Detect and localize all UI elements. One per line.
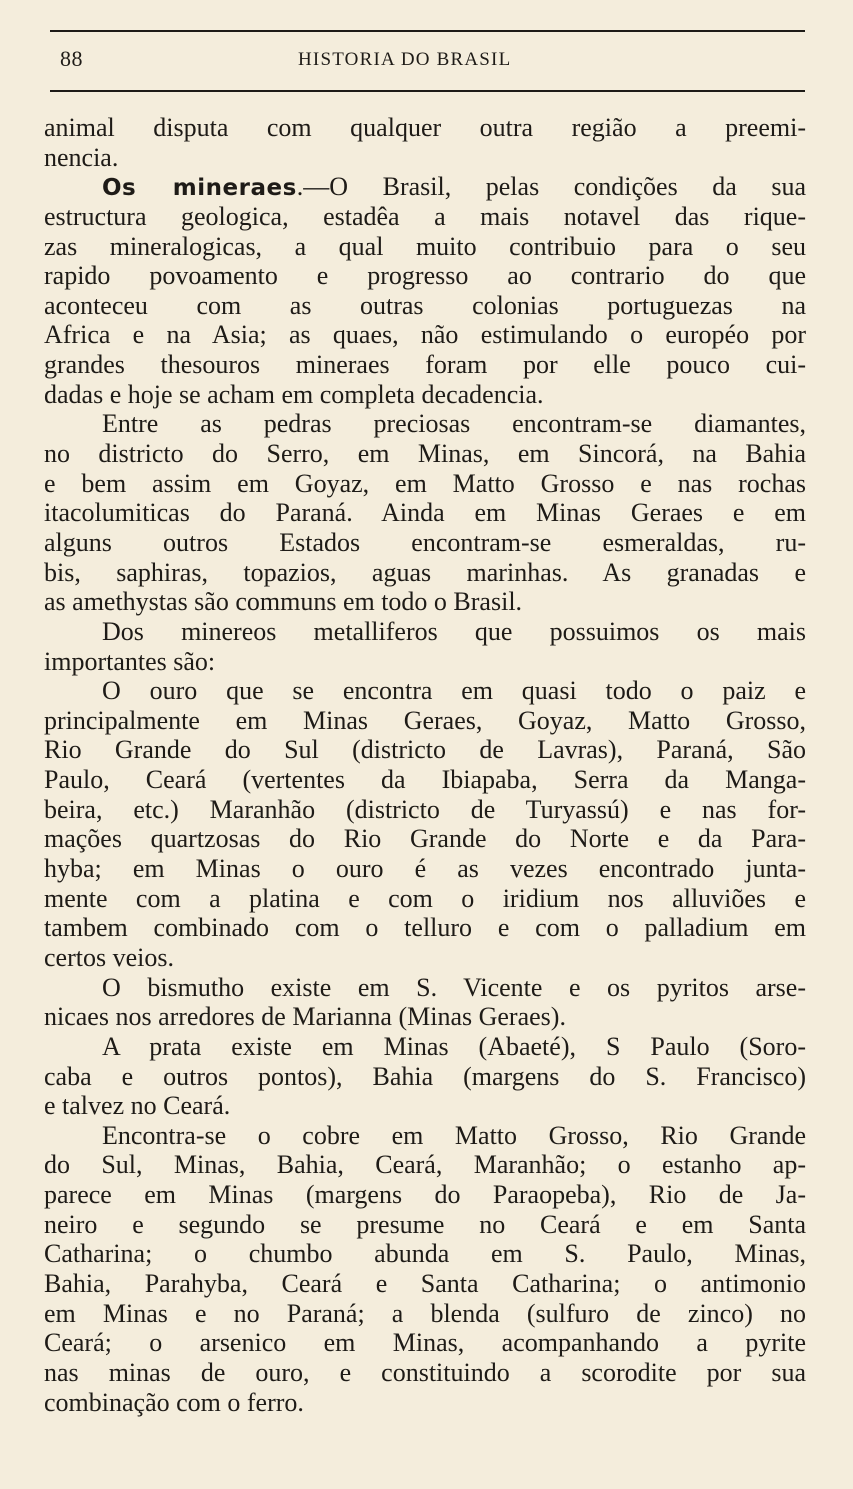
text-line: hyba; em Minas o ouro é as vezes encontrado junta- xyxy=(44,854,806,884)
text-line: neiro e segundo se presume no Ceará e em Santa xyxy=(44,1209,806,1239)
body-text xyxy=(44,113,806,1417)
text-line: mações quartzosas do Rio Grande do Norte e da Para- xyxy=(44,824,806,854)
page-header xyxy=(50,30,805,94)
text-line: nencia. xyxy=(44,142,119,172)
text-line: principalmente em Minas Geraes, Goyaz, Matto Grosso, xyxy=(44,705,806,735)
running-title: HISTORIA DO BRASIL xyxy=(298,49,512,70)
text-line: Rio Grande do Sul (districto de Lavras), Paraná, São xyxy=(44,735,806,765)
text-line: certos veios. xyxy=(44,942,174,972)
text-line: Encontra-se o cobre em Matto Grosso, Rio Grande xyxy=(102,1120,806,1150)
text-line: rapido povoamento e progresso ao contrario do que xyxy=(44,261,806,291)
text-line: parece em Minas (margens do Paraopeba), Rio de Ja- xyxy=(44,1180,806,1210)
text-line: Paulo, Ceará (vertentes da Ibiapaba, Serra da Manga- xyxy=(44,765,806,795)
text-line: nicaes nos arredores de Marianna (Minas Geraes). xyxy=(44,1002,566,1032)
text-line: e bem assim em Goyaz, em Matto Grosso e nas rochas xyxy=(44,468,806,498)
text-line: O bismutho existe em S. Vicente e os pyritos arse- xyxy=(102,972,806,1002)
text-line: Ceará; o arsenico em Minas, acompanhando a pyrite xyxy=(44,1328,806,1358)
page-number: 88 xyxy=(60,46,83,71)
text-line: combinação com o ferro. xyxy=(44,1387,304,1417)
text-line: Entre as pedras preciosas encontram-se diamantes, xyxy=(102,409,806,439)
text-line: aconteceu com as outras colonias portuguezas na xyxy=(44,290,806,320)
text-line: zas mineralogicas, a qual muito contribuio para o seu xyxy=(44,231,806,261)
header-top-rule xyxy=(50,30,805,32)
text-line xyxy=(44,172,806,202)
text-line: importantes são: xyxy=(44,646,216,676)
section-heading: Os mineraes xyxy=(102,175,297,202)
text-line: itacolumiticas do Paraná. Ainda em Minas Geraes e em xyxy=(44,498,806,528)
text-line: em Minas e no Paraná; a blenda (sulfuro de zinco) no xyxy=(44,1298,806,1328)
text-line: Bahia, Parahyba, Ceará e Santa Catharina; o antimonio xyxy=(44,1268,806,1298)
text-line: bis, saphiras, topazios, aguas marinhas. As granadas e xyxy=(44,557,806,587)
text-line: Catharina; o chumbo abunda em S. Paulo, Minas, xyxy=(44,1239,806,1269)
text-line: as amethystas são communs em todo o Brasil. xyxy=(44,587,523,617)
text-line: Africa e na Asia; as quaes, não estimulando o européo por xyxy=(44,320,806,350)
text-line: O ouro que se encontra em quasi todo o paiz e xyxy=(102,676,806,706)
text-line: do Sul, Minas, Bahia, Ceará, Maranhão; o estanho ap- xyxy=(44,1150,806,1180)
text-line: no districto do Serro, em Minas, em Sincorá, na Bahia xyxy=(44,439,806,469)
text-line: grandes thesouros mineraes foram por elle pouco cui- xyxy=(44,350,806,380)
text-line: tambem combinado com o telluro e com o palladium em xyxy=(44,913,806,943)
header-bottom-rule xyxy=(50,90,805,92)
section-heading-continuation: .—O Brasil, pelas condições da sua xyxy=(296,172,806,202)
text-line: mente com a platina e com o iridium nos alluviões e xyxy=(44,883,806,913)
text-line: beira, etc.) Maranhão (districto de Turyassú) e nas for- xyxy=(44,794,806,824)
text-line: caba e outros pontos), Bahia (margens do S. Francisco) xyxy=(44,1061,806,1091)
text-line: animal disputa com qualquer outra região a preemi- xyxy=(44,113,806,142)
text-line: Dos minereos metalliferos que possuimos os mais xyxy=(102,616,806,646)
text-line: nas minas de ouro, e constituindo a scorodite por sua xyxy=(44,1357,806,1387)
text-line: A prata existe em Minas (Abaeté), S Paulo (Soro- xyxy=(102,1031,806,1061)
text-line: e talvez no Ceará. xyxy=(44,1091,231,1121)
text-line: alguns outros Estados encontram-se esmeraldas, ru- xyxy=(44,527,806,557)
text-line: dadas e hoje se acham em completa decadencia. xyxy=(44,379,544,409)
text-line: estructura geologica, estadêa a mais notavel das rique- xyxy=(44,201,806,231)
